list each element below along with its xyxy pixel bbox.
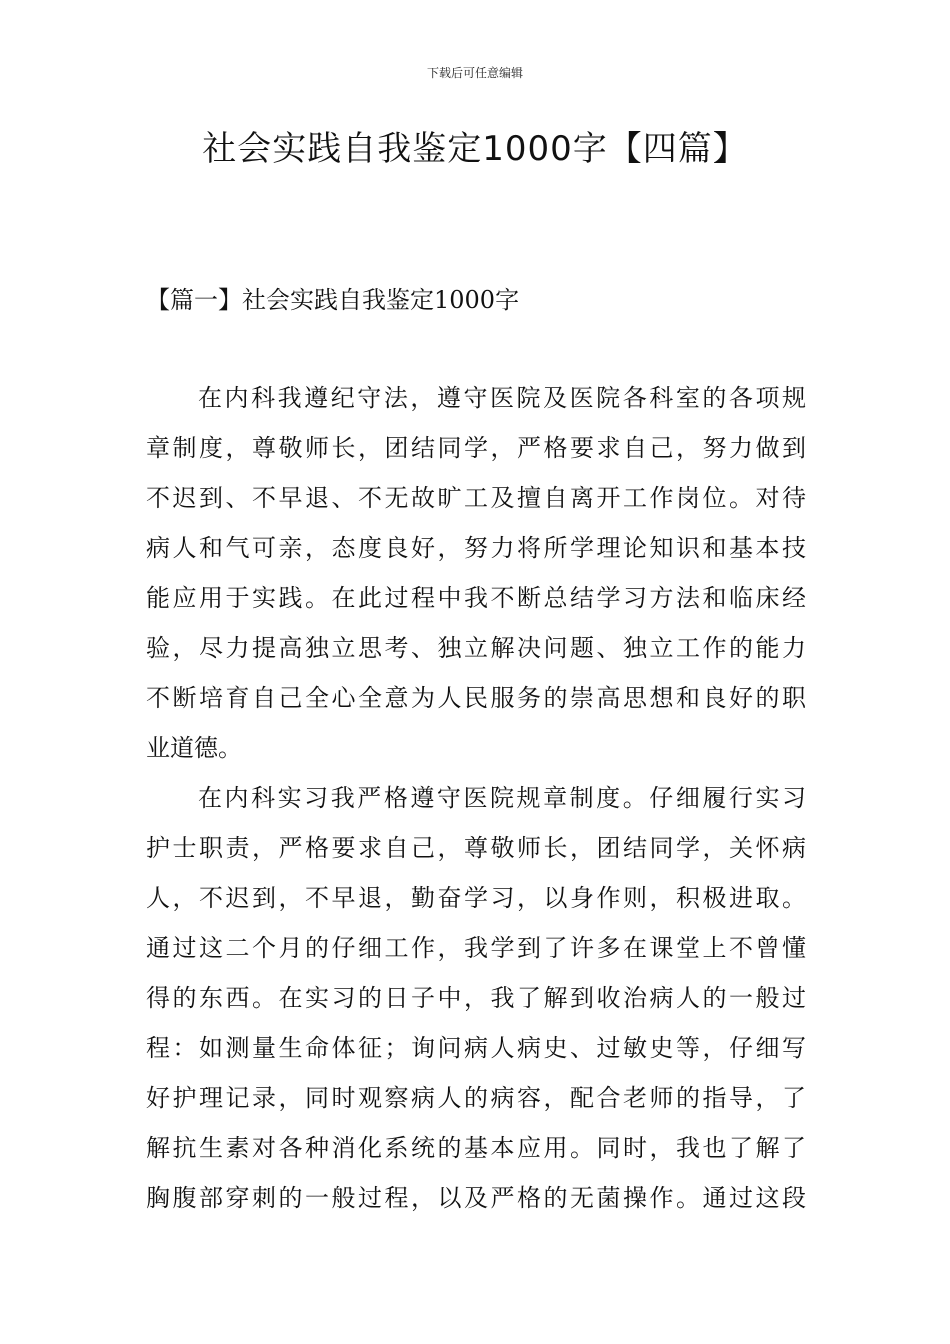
paragraph-line: 在内科我遵纪守法，遵守医院及医院各科室的各项规 (198, 384, 806, 412)
paragraph-line: 在内科实习我严格遵守医院规章制度。仔细履行实习 (198, 784, 806, 812)
paragraph-line: 病人和气可亲，态度良好，努力将所学理论知识和基本技 (146, 534, 806, 562)
body-text (146, 378, 806, 1228)
paragraph-line: 护士职责，严格要求自己，尊敬师长，团结同学，关怀病 (146, 834, 806, 862)
paragraph-line: 验，尽力提高独立思考、独立解决问题、独立工作的能力 (146, 634, 806, 662)
paragraph-line: 不断培育自己全心全意为人民服务的崇高思想和良好的职 (146, 684, 806, 712)
document-title: 社会实践自我鉴定1000字【四篇】 (202, 129, 748, 169)
header-note: 下载后可任意编辑 (426, 66, 523, 80)
paragraph-line: 章制度，尊敬师长，团结同学，严格要求自己，努力做到 (146, 434, 806, 462)
paragraph-line: 通过这二个月的仔细工作，我学到了许多在课堂上不曾懂 (146, 934, 806, 962)
paragraph-line: 程：如测量生命体征；询问病人病史、过敏史等，仔细写 (146, 1034, 806, 1062)
paragraph-line: 好护理记录，同时观察病人的病容，配合老师的指导，了 (146, 1084, 806, 1112)
paragraph-line: 得的东西。在实习的日子中，我了解到收治病人的一般过 (146, 984, 806, 1012)
paragraph-line: 解抗生素对各种消化系统的基本应用。同时，我也了解了 (146, 1134, 806, 1162)
paragraph-line: 能应用于实践。在此过程中我不断总结学习方法和临床经 (146, 584, 806, 612)
paragraph-line: 胸腹部穿刺的一般过程，以及严格的无菌操作。通过这段 (146, 1184, 806, 1212)
paragraph-line: 人，不迟到，不早退，勤奋学习，以身作则，积极进取。 (146, 884, 806, 912)
paragraph-line: 不迟到、不早退、不无故旷工及擅自离开工作岗位。对待 (146, 484, 806, 512)
section-heading: 【篇一】社会实践自我鉴定1000字 (146, 286, 520, 314)
paragraph-line: 业道德。 (146, 734, 242, 762)
